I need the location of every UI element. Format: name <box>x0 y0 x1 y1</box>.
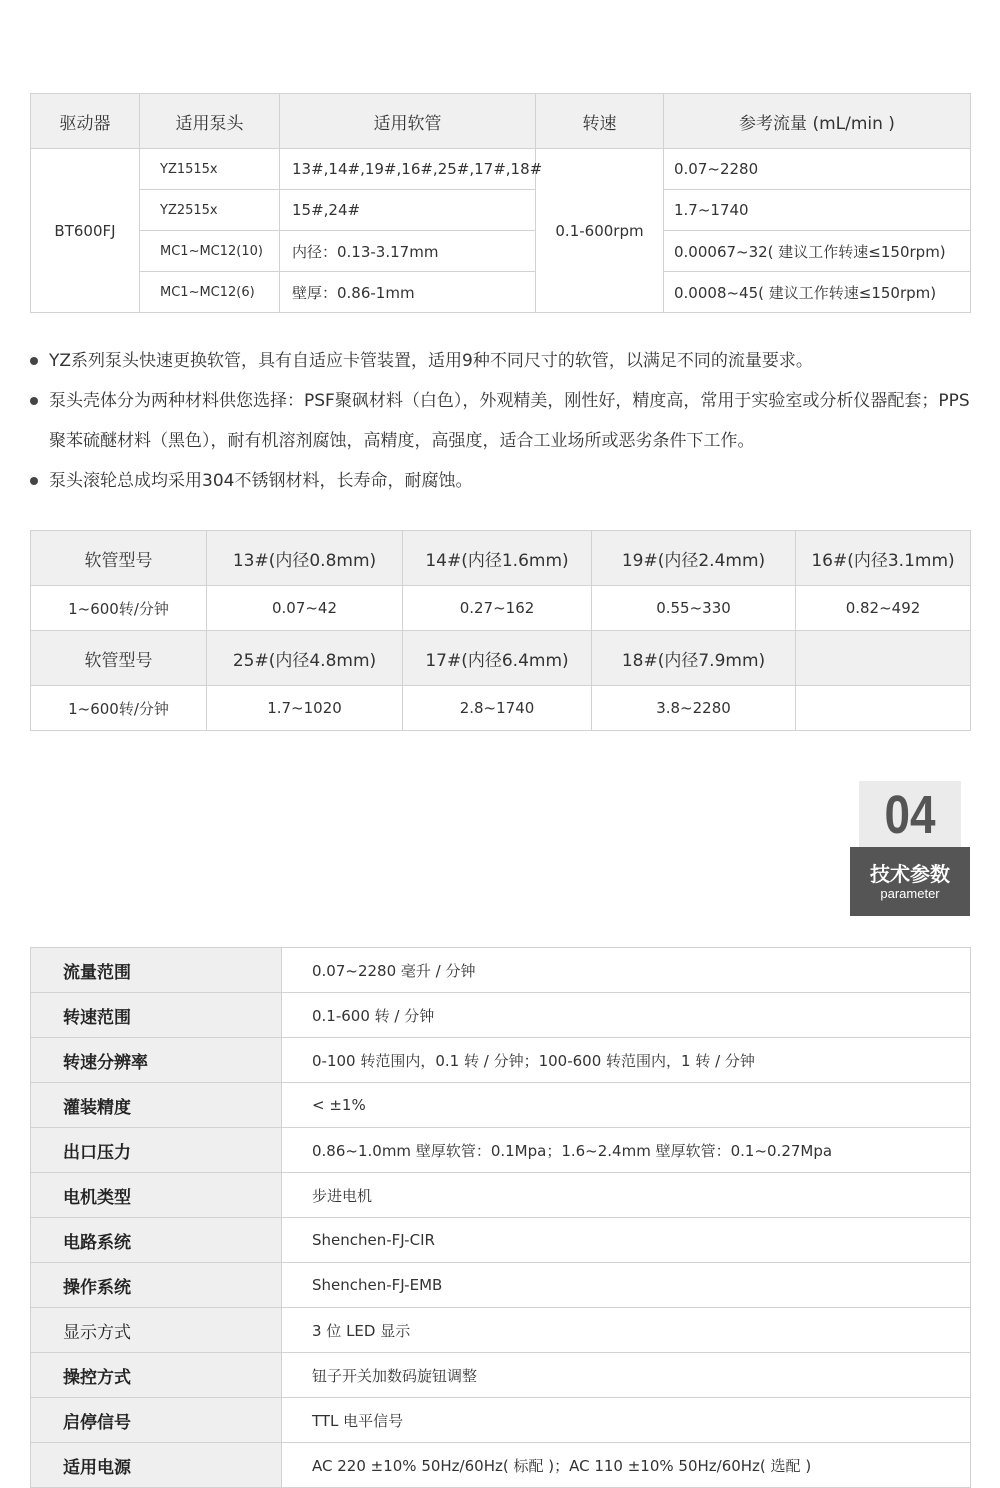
table-row <box>31 1263 971 1308</box>
spec-value: < ±1% <box>282 1083 971 1128</box>
table-row <box>31 1353 971 1398</box>
spec-value: 步进电机 <box>282 1173 971 1218</box>
flow-cell: 0.00067~32( 建议工作转速≤150rpm) <box>664 231 971 272</box>
pump-head-cell: MC1~MC12(10) <box>140 231 280 272</box>
empty-cell <box>796 686 971 731</box>
table-header-row <box>31 531 971 586</box>
table-row <box>31 1128 971 1173</box>
spec-value: 0.07~2280 毫升 / 分钟 <box>282 948 971 993</box>
table-row <box>31 149 971 190</box>
spec-table <box>30 947 971 1488</box>
flow-value: 0.27~162 <box>403 586 592 631</box>
section-subtitle: parameter <box>880 886 940 901</box>
hose-flow-table <box>30 530 971 731</box>
pump-head-cell: YZ2515x <box>140 190 280 231</box>
hose-size-header: 14#(内径1.6mm) <box>403 531 592 586</box>
list-item: 泵头壳体分为两种材料供您选择：PSF聚砜材料（白色），外观精美，刚性好，精度高，常用于实验室或分析仪器配套；PPS聚苯硫醚材料（黑色），耐有机溶剂腐蚀，高精度，高强度，适合工业场所或恶劣条件下工作。 <box>30 381 970 461</box>
table-row <box>31 1218 971 1263</box>
spec-label: 操控方式 <box>31 1353 282 1398</box>
feature-list <box>30 341 970 501</box>
table-row <box>31 993 971 1038</box>
flow-value: 0.55~330 <box>592 586 796 631</box>
hose-size-header: 17#(内径6.4mm) <box>403 631 592 686</box>
section-title-block <box>850 847 970 916</box>
section-title: 技术参数 <box>870 862 950 886</box>
hose-size-header: 16#(内径3.1mm) <box>796 531 971 586</box>
spec-value: 钮子开关加数码旋钮调整 <box>282 1353 971 1398</box>
flow-value: 0.82~492 <box>796 586 971 631</box>
table-row <box>31 948 971 993</box>
flow-cell: 0.07~2280 <box>664 149 971 190</box>
table-row <box>31 190 971 231</box>
header-flow: 参考流量 (mL/min ) <box>664 94 971 149</box>
table-row <box>31 1083 971 1128</box>
speed-range-label: 1~600转/分钟 <box>31 686 207 731</box>
flow-value: 1.7~1020 <box>207 686 403 731</box>
speed-cell: 0.1-600rpm <box>536 149 664 313</box>
spec-value: 0.86~1.0mm 壁厚软管：0.1Mpa；1.6~2.4mm 壁厚软管：0.1~0.27Mpa <box>282 1128 971 1173</box>
spec-label: 出口压力 <box>31 1128 282 1173</box>
spec-label: 流量范围 <box>31 948 282 993</box>
spec-label: 操作系统 <box>31 1263 282 1308</box>
speed-range-label: 1~600转/分钟 <box>31 586 207 631</box>
table-row <box>31 231 971 272</box>
spec-label: 适用电源 <box>31 1443 282 1488</box>
spec-value: AC 220 ±10% 50Hz/60Hz( 标配 )；AC 110 ±10% 50Hz/60Hz( 选配 ) <box>282 1443 971 1488</box>
flow-value: 3.8~2280 <box>592 686 796 731</box>
spec-value: Shenchen-FJ-EMB <box>282 1263 971 1308</box>
table-header-row <box>31 94 971 149</box>
hose-cell: 15#,24# <box>280 190 536 231</box>
spec-value: 0.1-600 转 / 分钟 <box>282 993 971 1038</box>
spec-label: 灌装精度 <box>31 1083 282 1128</box>
flow-cell: 0.0008~45( 建议工作转速≤150rpm) <box>664 272 971 313</box>
hose-model-label: 软管型号 <box>31 531 207 586</box>
table-header-row <box>31 631 971 686</box>
pump-head-table <box>30 93 971 313</box>
hose-cell: 内径：0.13-3.17mm <box>280 231 536 272</box>
header-pump-head: 适用泵头 <box>140 94 280 149</box>
empty-cell <box>796 631 971 686</box>
spec-label: 转速分辨率 <box>31 1038 282 1083</box>
section-badge <box>850 781 970 916</box>
list-item: YZ系列泵头快速更换软管，具有自适应卡管装置，适用9种不同尺寸的软管，以满足不同的流量要求。 <box>30 341 970 381</box>
spec-value: 0-100 转范围内，0.1 转 / 分钟；100-600 转范围内，1 转 / 分钟 <box>282 1038 971 1083</box>
pump-head-cell: YZ1515x <box>140 149 280 190</box>
header-speed: 转速 <box>536 94 664 149</box>
header-hose: 适用软管 <box>280 94 536 149</box>
hose-size-header: 25#(内径4.8mm) <box>207 631 403 686</box>
pump-head-cell: MC1~MC12(6) <box>140 272 280 313</box>
hose-size-header: 13#(内径0.8mm) <box>207 531 403 586</box>
list-item: 泵头滚轮总成均采用304不锈钢材料，长寿命，耐腐蚀。 <box>30 461 970 501</box>
spec-label: 电路系统 <box>31 1218 282 1263</box>
flow-cell: 1.7~1740 <box>664 190 971 231</box>
hose-cell: 13#,14#,19#,16#,25#,17#,18# <box>280 149 536 190</box>
table-row <box>31 1398 971 1443</box>
driver-cell: BT600FJ <box>31 149 140 313</box>
header-driver: 驱动器 <box>31 94 140 149</box>
table-row <box>31 1443 971 1488</box>
table-row <box>31 586 971 631</box>
hose-size-header: 19#(内径2.4mm) <box>592 531 796 586</box>
table-row <box>31 1038 971 1083</box>
hose-size-header: 18#(内径7.9mm) <box>592 631 796 686</box>
spec-label: 显示方式 <box>31 1308 282 1353</box>
section-number: 04 <box>859 781 961 847</box>
table-row <box>31 272 971 313</box>
table-row <box>31 1308 971 1353</box>
flow-value: 2.8~1740 <box>403 686 592 731</box>
spec-label: 转速范围 <box>31 993 282 1038</box>
table-row <box>31 686 971 731</box>
spec-label: 启停信号 <box>31 1398 282 1443</box>
spec-value: Shenchen-FJ-CIR <box>282 1218 971 1263</box>
flow-value: 0.07~42 <box>207 586 403 631</box>
hose-cell: 壁厚：0.86-1mm <box>280 272 536 313</box>
table-row <box>31 1173 971 1218</box>
hose-model-label: 软管型号 <box>31 631 207 686</box>
spec-value: TTL 电平信号 <box>282 1398 971 1443</box>
spec-label: 电机类型 <box>31 1173 282 1218</box>
spec-value: 3 位 LED 显示 <box>282 1308 971 1353</box>
